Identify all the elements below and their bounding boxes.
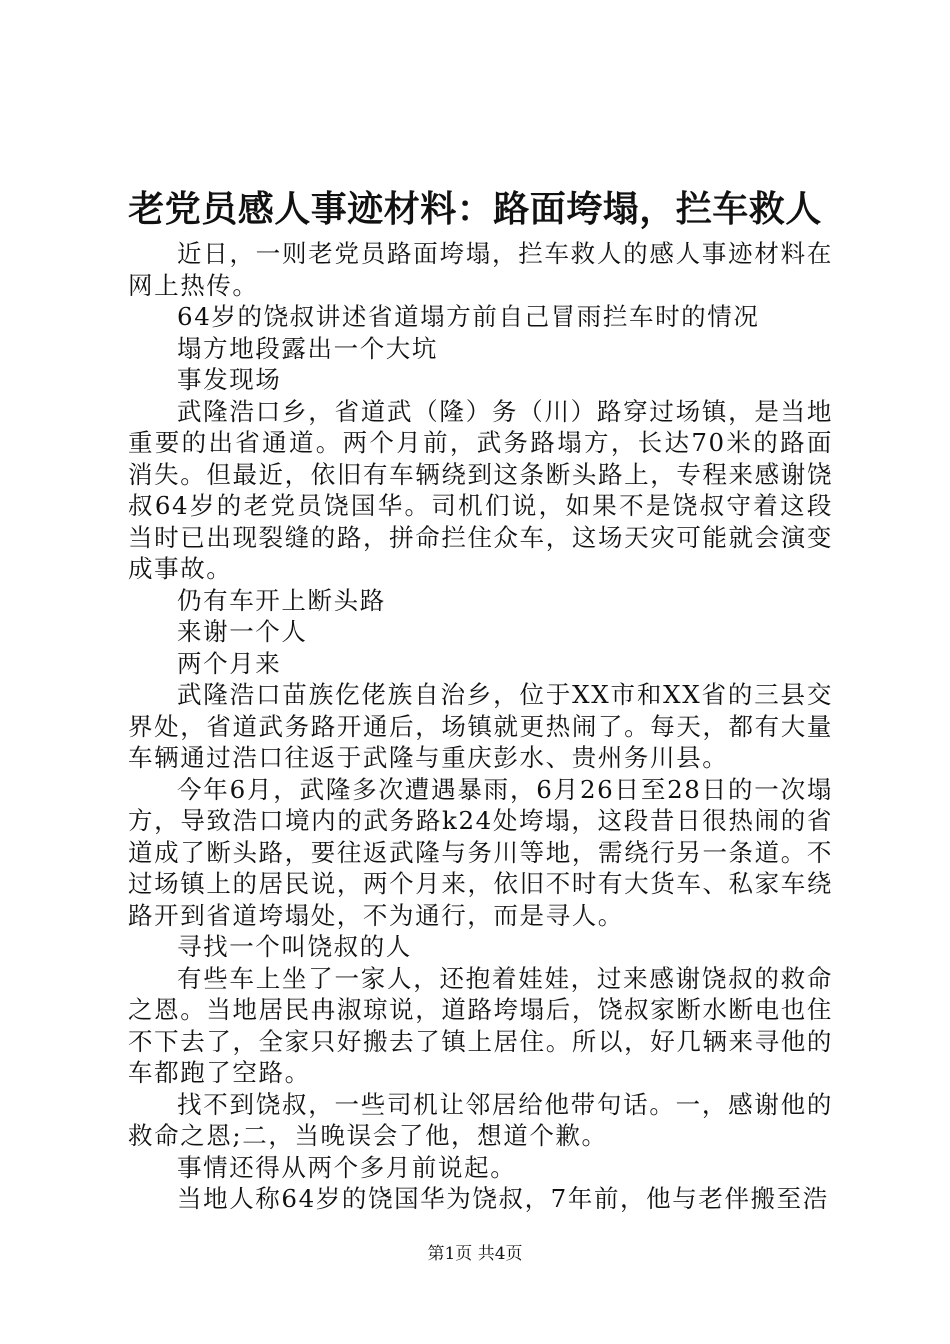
document-body	[128, 238, 833, 1215]
subheading: 64岁的饶叔讲述省道塌方前自己冒雨拦车时的情况	[177, 302, 760, 331]
paragraph: 找不到饶叔，一些司机让邻居给他带句话。一，感谢他的救命之恩;二，当晚误会了他，想道个歉。	[128, 1089, 833, 1150]
paragraph: 武隆浩口乡，省道武（隆）务（川）路穿过场镇，是当地重要的出省通道。两个月前，武务路塌方，长达70米的路面消失。但最近，依旧有车辆绕到这条断头路上，专程来感谢饶叔64岁的老党员饶国华。司机们说，如果不是饶叔守着这段当时已出现裂缝的路，拼命拦住众车，这场天灾可能就会演变成事故。	[128, 396, 833, 583]
page-number-footer: 第1页 共4页	[427, 1244, 523, 1264]
paragraph: 近日，一则老党员路面垮塌，拦车救人的感人事迹材料在网上热传。	[128, 239, 833, 300]
subheading: 事发现场	[177, 365, 282, 394]
subheading: 寻找一个叫饶叔的人	[177, 932, 412, 961]
subheading: 塌方地段露出一个大坑	[177, 333, 438, 363]
paragraph: 今年6月，武隆多次遭遇暴雨，6月26日至28日的一次塌方，导致浩口境内的武务路k24处垮塌，这段昔日很热闹的省道成了断头路，要往返武隆与务川等地，需绕行另一条道。不过场镇上的居民说，两个月来，依旧不时有大货车、私家车绕路开到省道垮塌处，不为通行，而是寻人。	[128, 774, 833, 930]
subheading: 来谢一个人	[177, 617, 308, 646]
subheading: 两个月来	[177, 648, 282, 678]
paragraph: 武隆浩口苗族仡佬族自治乡，位于XX市和XX省的三县交界处，省道武务路开通后，场镇就更热闹了。每天，都有大量车辆通过浩口往返于武隆与重庆彭水、贵州务川县。	[128, 680, 833, 772]
paragraph: 当地人称64岁的饶国华为饶叔，7年前，他与老伴搬至浩	[177, 1184, 829, 1213]
paragraph: 有些车上坐了一家人，还抱着娃娃，过来感谢饶叔的救命之恩。当地居民冉淑琼说，道路垮塌后，饶叔家断水断电也住不下去了，全家只好搬去了镇上居住。所以，好几辆来寻他的车都跑了空路。	[128, 963, 833, 1087]
subheading: 仍有车开上断头路	[177, 585, 386, 615]
document-title: 老党员感人事迹材料：路面垮塌，拦车救人	[128, 188, 822, 230]
subheading: 事情还得从两个多月前说起。	[177, 1152, 517, 1182]
